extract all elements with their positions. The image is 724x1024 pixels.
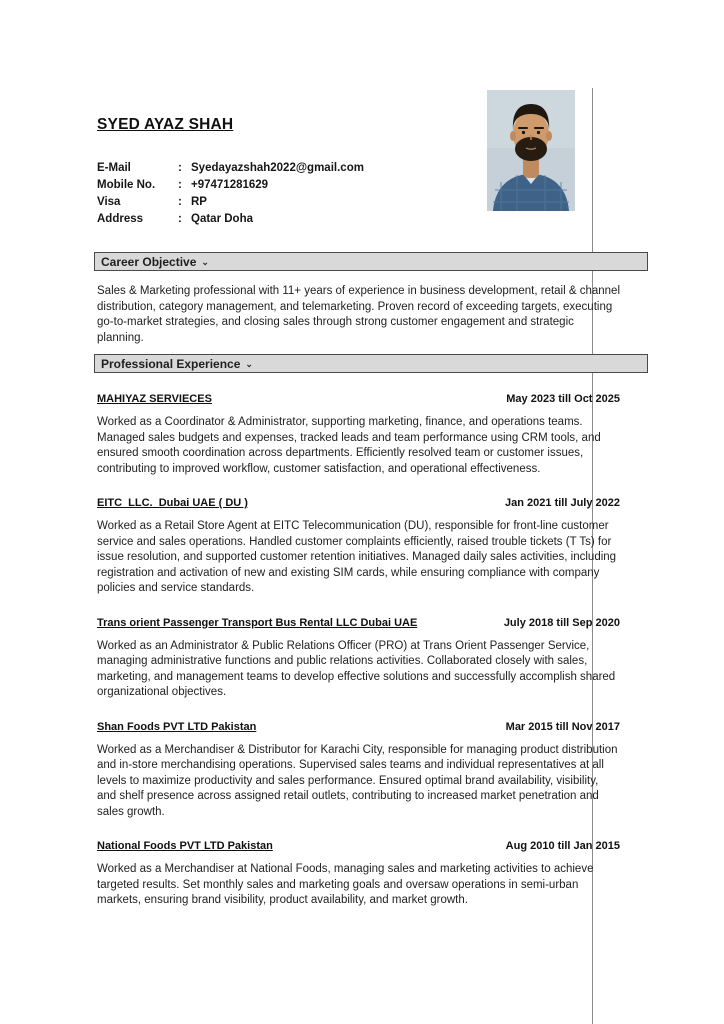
- job-entry-transorient: [97, 615, 620, 701]
- job-heading: [97, 719, 620, 735]
- job-company: EITC LLC. Dubai UAE ( DU ): [97, 497, 248, 509]
- contact-separator: :: [178, 179, 182, 191]
- contact-label: E-Mail: [97, 162, 131, 174]
- job-company: National Foods PVT LTD Pakistan: [97, 840, 273, 852]
- job-entry-mahiyaz: [97, 391, 620, 477]
- candidate-name: SYED AYAZ SHAH: [97, 116, 234, 133]
- job-dates: May 2023 till Oct 2025: [506, 393, 620, 405]
- job-entry-shan-foods: [97, 719, 620, 821]
- contact-label: Visa: [97, 196, 121, 208]
- career-objective-text: Sales & Marketing professional with 11+ years of experience in business development, retail & channel distribution, category management, and telemarketing. Proven record of exceeding targets, executing go-to-market strategies, and closing sales through strong customer engagement and strategic planning.: [97, 285, 621, 344]
- contact-label: Mobile No.: [97, 179, 156, 191]
- contact-row-mobile: [97, 177, 620, 194]
- chevron-down-icon: ⌄: [245, 359, 253, 369]
- contact-row-address: [97, 211, 620, 228]
- contact-value-address: Qatar Doha: [191, 213, 253, 225]
- contact-separator: :: [178, 213, 182, 225]
- contact-separator: :: [178, 196, 182, 208]
- contact-separator: :: [178, 162, 182, 174]
- job-description: Worked as an Administrator & Public Relations Officer (PRO) at Trans Orient Passenger Service, managing administrative functions and public relations activities. Collaborated closely with sales, marketing, and management teams to develop effective solutions and successfully accomplish shared organizational objectives.: [97, 639, 616, 698]
- contact-value-mobile: +97471281629: [191, 179, 269, 191]
- contact-block: [97, 160, 620, 228]
- job-entry-national-foods: [97, 838, 620, 909]
- job-heading: [97, 838, 620, 854]
- contact-value-visa: RP: [191, 196, 207, 208]
- section-header-professional-experience: [94, 354, 648, 373]
- job-company: Shan Foods PVT LTD Pakistan: [97, 720, 257, 733]
- job-description: Worked as a Coordinator & Administrator, supporting marketing, finance, and operations teams. Managed sales budgets and expenses, tracked leads and team performance using CRM tools, and ensured smooth coordination across departments. Efficiently resolved team or customer issues, contributing to improved workflow, customer satisfaction, and operational effectiveness.: [97, 416, 601, 475]
- job-dates: July 2018 till Sep 2020: [503, 616, 620, 629]
- section-header-career-objective: [94, 252, 648, 271]
- job-heading: [97, 391, 620, 407]
- section-title-professional-experience: Professional Experience: [101, 356, 241, 371]
- job-heading: [97, 495, 620, 511]
- section-title-career-objective: Career Objective: [101, 254, 197, 269]
- chevron-down-icon: ⌄: [201, 257, 209, 267]
- job-company: Trans orient Passenger Transport Bus Rental LLC Dubai UAE: [97, 616, 418, 629]
- contact-row-visa: [97, 194, 620, 211]
- job-dates: Aug 2010 till Jan 2015: [505, 840, 620, 852]
- contact-row-email: [97, 160, 620, 177]
- resume-content: [97, 88, 620, 909]
- job-company: MAHIYAZ SERVIECES: [97, 393, 212, 405]
- job-entry-eitc: [97, 495, 620, 597]
- job-description: Worked as a Merchandiser at National Foods, managing sales and marketing activities to achieve targeted results. Set monthly sales and marketing goals and oversaw operations in semi-urban markets, ensuring brand visibility, product availability, and market growth.: [97, 863, 594, 906]
- contact-label: Address: [97, 213, 144, 225]
- job-heading: [97, 615, 620, 631]
- job-dates: Jan 2021 till July 2022: [505, 497, 620, 509]
- job-dates: Mar 2015 till Nov 2017: [505, 720, 620, 733]
- job-description: Worked as a Merchandiser & Distributor for Karachi City, responsible for managing product distribution and in-store merchandising operations. Supervised sales teams and individual representatives at all levels to maximize productivity and sales performance. Ensured optimal brand availability, visibility, and shelf presence across assigned retail outlets, contributing to increased market penetration and sales growth.: [97, 743, 618, 818]
- job-description: Worked as a Retail Store Agent at EITC Telecommunication (DU), responsible for front-line customer service and sales operations. Handled customer complaints efficiently, raised trouble tickets (T Ts) for issue resolution, and supported customer retention initiatives. Managed daily sales activities, including registration and activation of new and existing SIM cards, while ensuring compliance with company policies and service standards.: [97, 520, 617, 594]
- contact-value-email: Syedayazshah2022@gmail.com: [191, 162, 364, 174]
